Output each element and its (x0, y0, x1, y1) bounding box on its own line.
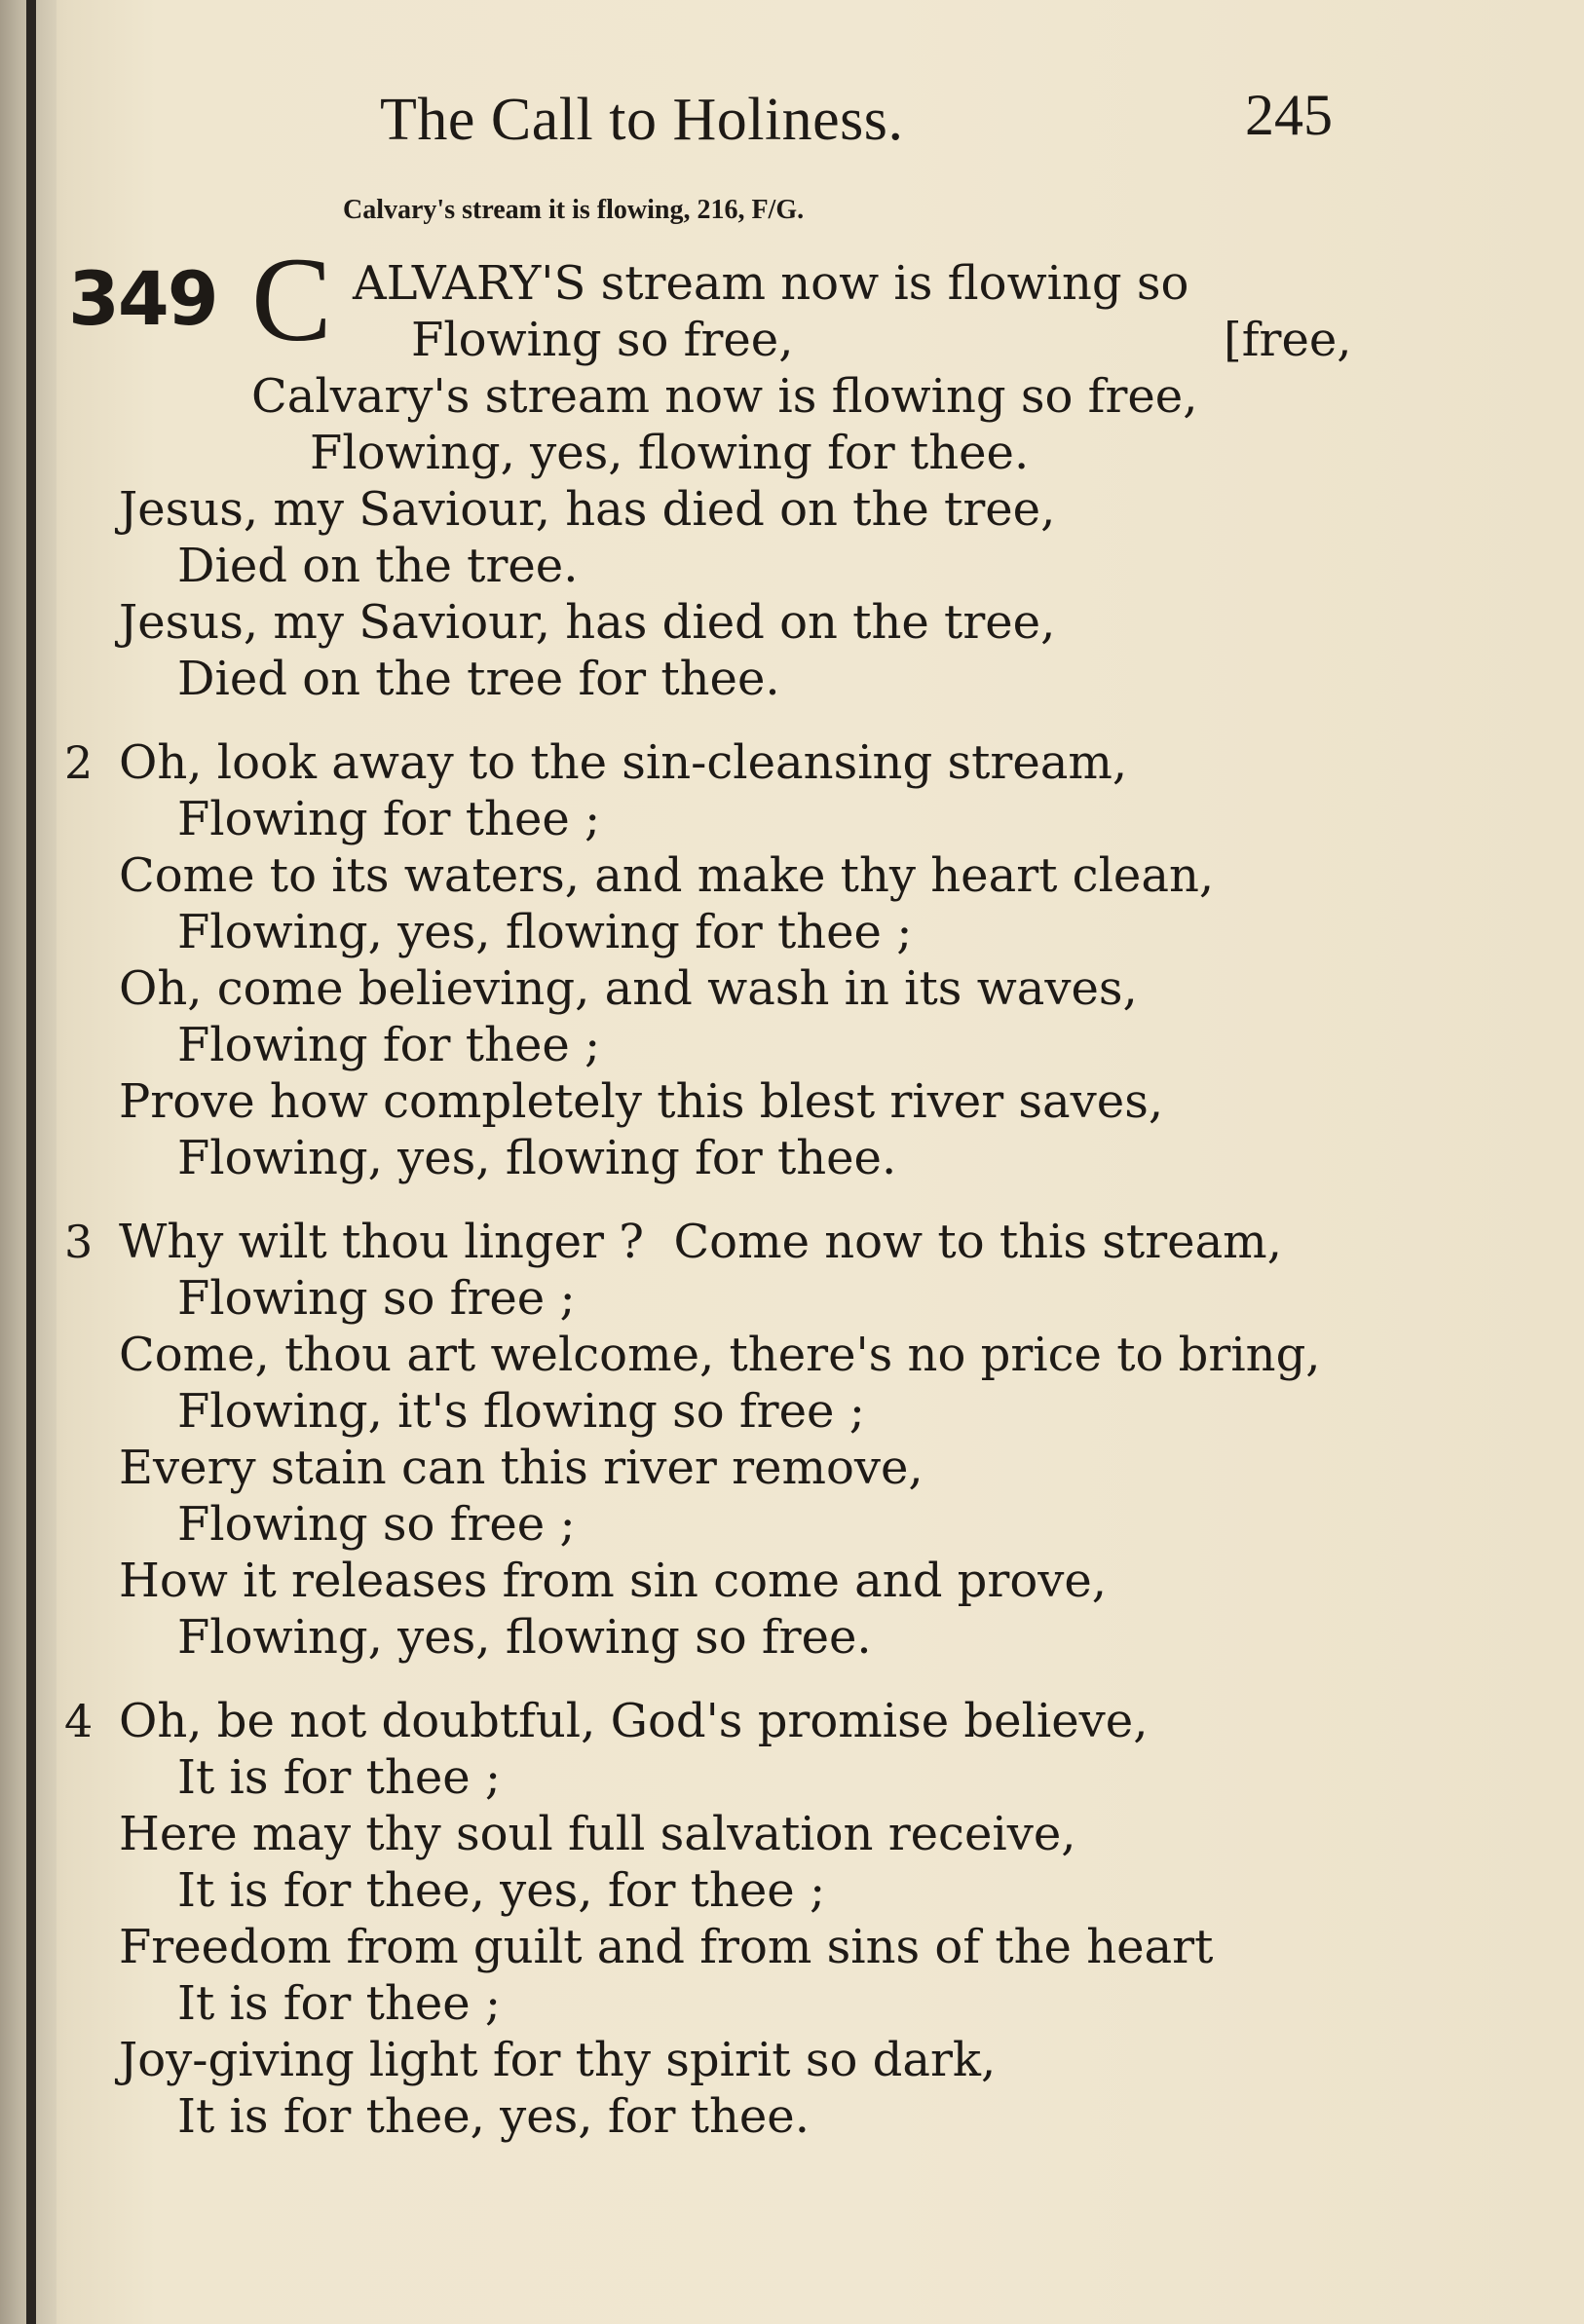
verse-line: Prove how completely this blest river saves, (119, 1074, 1164, 1129)
page-title: The Call to Holiness. (380, 87, 904, 153)
verse-line: It is for thee, yes, for thee. (177, 2089, 810, 2144)
verse-line: Flowing for thee ; (177, 792, 601, 846)
page-number: 245 (1245, 83, 1333, 147)
chorus-line: Flowing so free, (411, 313, 794, 367)
verse-number: 2 (64, 736, 94, 789)
verse-line: Here may thy soul full salvation receive, (119, 1807, 1076, 1861)
verse-line: Flowing for thee ; (177, 1018, 601, 1072)
verse-line: Come to its waters, and make thy heart clean, (119, 848, 1215, 903)
hymn-number: 349 (68, 255, 217, 342)
verse-line: Flowing, yes, flowing for thee ; (177, 905, 913, 959)
verse-line: Oh, be not doubtful, God's promise believe, (119, 1694, 1149, 1748)
margin-rule (26, 0, 36, 2324)
chorus-line: Died on the tree for thee. (177, 652, 780, 706)
verse-line: It is for thee, yes, for thee ; (177, 1863, 826, 1918)
chorus-line: Died on the tree. (177, 539, 579, 593)
verse-line: Flowing so free ; (177, 1497, 576, 1552)
verse-line: Every stain can this river remove, (119, 1441, 924, 1495)
verse-line: Oh, come believing, and wash in its waves, (119, 961, 1138, 1016)
tune-reference: Calvary's stream it is flowing, 216, F/G. (343, 195, 805, 225)
verse-line: How it releases from sin come and prove, (119, 1554, 1108, 1608)
chorus-line: ALVARY'S stream now is flowing so (353, 256, 1189, 311)
chorus-line: Flowing, yes, flowing for thee. (310, 426, 1030, 480)
verse-number: 4 (64, 1695, 94, 1747)
verse-line: Oh, look away to the sin-cleansing stream, (119, 735, 1128, 790)
chorus-line: Calvary's stream now is flowing so free, (251, 369, 1198, 424)
verse-number: 3 (64, 1216, 94, 1268)
verse-line: Come, thou art welcome, there's no price to bring, (119, 1328, 1321, 1382)
drop-cap: C (251, 233, 332, 366)
verse-line: Flowing so free ; (177, 1271, 576, 1326)
verse-line: Freedom from guilt and from sins of the heart (119, 1920, 1214, 1974)
verse-line: Flowing, yes, flowing so free. (177, 1610, 872, 1665)
verse-line: Joy-giving light for thy spirit so dark, (119, 2033, 997, 2087)
verse-line: It is for thee ; (177, 1976, 502, 2031)
chorus-line: Jesus, my Saviour, has died on the tree, (119, 595, 1056, 650)
verse-line: Flowing, yes, flowing for thee. (177, 1131, 897, 1185)
chorus-line-turnover: [free, (1224, 313, 1352, 367)
verse-line: It is for thee ; (177, 1750, 502, 1805)
verse-line: Flowing, it's flowing so free ; (177, 1384, 865, 1439)
verse-line: Why wilt thou linger ? Come now to this stream, (119, 1215, 1282, 1269)
chorus-line: Jesus, my Saviour, has died on the tree, (119, 482, 1056, 537)
